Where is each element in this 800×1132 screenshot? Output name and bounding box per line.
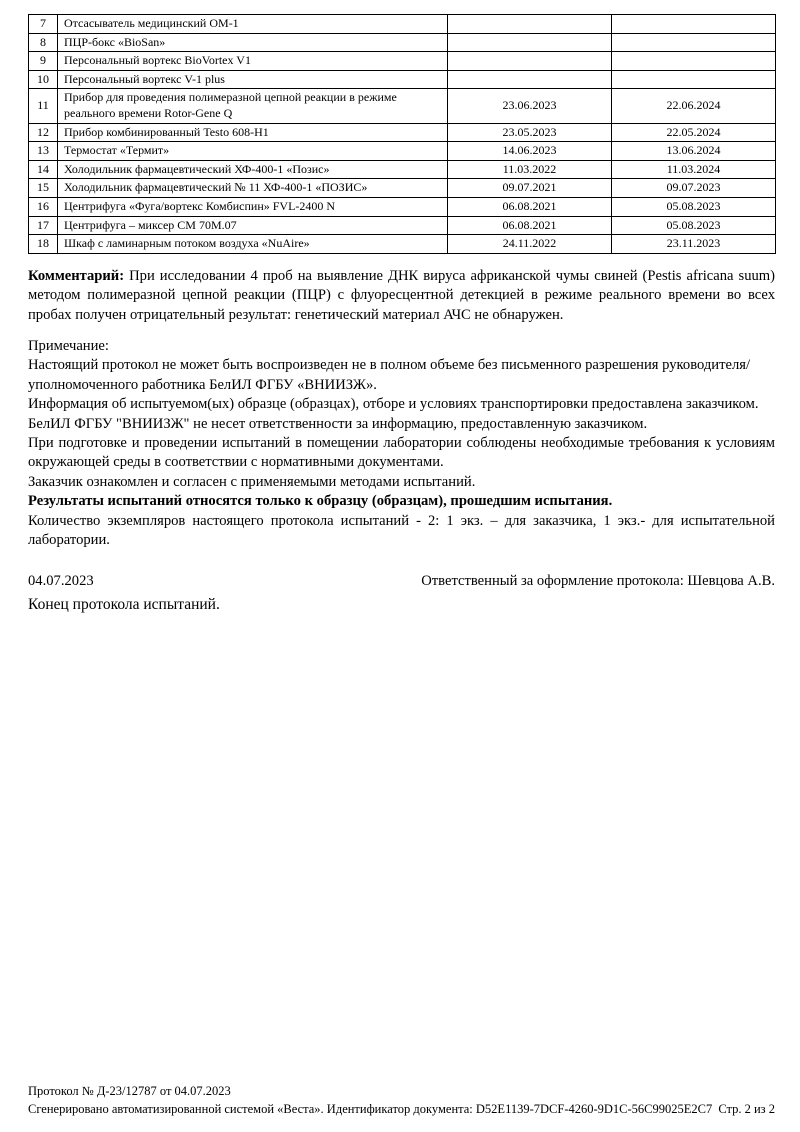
valid-until-date: 23.11.2023 — [612, 235, 776, 254]
valid-until-date: 05.08.2023 — [612, 216, 776, 235]
table-row — [29, 142, 776, 161]
valid-until-date — [612, 70, 776, 89]
row-number: 9 — [29, 52, 58, 71]
signature-row — [28, 572, 775, 591]
note-line-results: Результаты испытаний относятся только к образцу (образцам), прошедшим испытания. — [28, 493, 613, 510]
table-row — [29, 52, 776, 71]
calibration-date: 06.08.2021 — [448, 197, 612, 216]
note-line: Настоящий протокол не может быть воспроизведен не в полном объеме без письменного разрешения руководителя/уполномоченного работника БелИЛ ФГБУ «ВНИИЗЖ». — [28, 357, 751, 393]
row-number: 13 — [29, 142, 58, 161]
calibration-date — [448, 33, 612, 52]
footer-page-number: Стр. 2 из 2 — [718, 1101, 775, 1116]
calibration-date: 23.06.2023 — [448, 89, 612, 123]
row-number: 7 — [29, 15, 58, 34]
note-line: Информация об испытуемом(ых) образце (образцах), отборе и условиях транспортировки предоставлена заказчиком. — [28, 396, 759, 413]
commentary-paragraph — [28, 267, 775, 325]
table-row — [29, 197, 776, 216]
valid-until-date: 22.05.2024 — [612, 123, 776, 142]
valid-until-date: 05.08.2023 — [612, 197, 776, 216]
valid-until-date — [612, 52, 776, 71]
note-line: БелИЛ ФГБУ "ВНИИЗЖ" не несет ответственности за информацию, предоставленную заказчиком. — [28, 415, 648, 432]
note-line: Заказчик ознакомлен и согласен с применяемыми методами испытаний. — [28, 473, 476, 490]
table-row — [29, 89, 776, 123]
valid-until-date: 22.06.2024 — [612, 89, 776, 123]
equipment-name: Центрифуга – миксер СМ 70М.07 — [58, 216, 448, 235]
row-number: 16 — [29, 197, 58, 216]
calibration-date: 09.07.2021 — [448, 179, 612, 198]
equipment-name: Отсасыватель медицинский ОМ-1 — [58, 15, 448, 34]
equipment-name: Прибор комбинированный Testo 608-H1 — [58, 123, 448, 142]
responsible-person: Ответственный за оформление протокола: Шевцова А.В. — [421, 573, 775, 590]
table-row — [29, 179, 776, 198]
equipment-name: Центрифуга «Фуга/вортекс Комбиспин» FVL-2400 N — [58, 197, 448, 216]
notes-title: Примечание: — [28, 337, 109, 354]
valid-until-date — [612, 15, 776, 34]
end-of-protocol-note: Конец протокола испытаний. — [28, 595, 220, 613]
table-row — [29, 33, 776, 52]
calibration-date — [448, 52, 612, 71]
protocol-date: 04.07.2023 — [28, 573, 94, 590]
valid-until-date — [612, 33, 776, 52]
equipment-name: Термостат «Термит» — [58, 142, 448, 161]
equipment-name: Холодильник фармацевтический ХФ-400-1 «Позис» — [58, 160, 448, 179]
calibration-date — [448, 15, 612, 34]
row-number: 18 — [29, 235, 58, 254]
footer-generated-line: Сгенерировано автоматизированной системой «Веста». Идентификатор документа: D52E1139-7DCF-4260-9D1C-56C99025E2C7 — [28, 1101, 713, 1116]
commentary-text: При исследовании 4 проб на выявление ДНК вируса африканской чумы свиней (Pestis africana suum) методом полимеразной цепной реакции (ПЦР) с флуоресцентной детекцией в режиме реального времени во всех пробах получен отрицательный результат: генетический материал АЧС не обнаружен. — [28, 267, 775, 323]
row-number: 8 — [29, 33, 58, 52]
valid-until-date: 09.07.2023 — [612, 179, 776, 198]
note-line: Количество экземпляров настоящего протокола испытаний - 2: 1 экз. – для заказчика, 1 экз.- для испытательной лаборатории. — [28, 512, 775, 548]
row-number: 12 — [29, 123, 58, 142]
valid-until-date: 11.03.2024 — [612, 160, 776, 179]
table-row — [29, 123, 776, 142]
calibration-date: 24.11.2022 — [448, 235, 612, 254]
row-number: 14 — [29, 160, 58, 179]
document-body — [28, 14, 775, 614]
calibration-date — [448, 70, 612, 89]
row-number: 10 — [29, 70, 58, 89]
row-number: 11 — [29, 89, 58, 123]
equipment-table — [28, 14, 776, 254]
calibration-date: 14.06.2023 — [448, 142, 612, 161]
notes-section — [28, 337, 775, 550]
calibration-date: 23.05.2023 — [448, 123, 612, 142]
table-row — [29, 15, 776, 34]
table-row — [29, 160, 776, 179]
table-row — [29, 216, 776, 235]
equipment-name: Шкаф с ламинарным потоком воздуха «NuAire» — [58, 235, 448, 254]
equipment-name: Персональный вортекс V-1 plus — [58, 70, 448, 89]
valid-until-date: 13.06.2024 — [612, 142, 776, 161]
footer-protocol-line: Протокол № Д-23/12787 от 04.07.2023 — [28, 1084, 231, 1098]
equipment-name: Прибор для проведения полимеразной цепной реакции в режиме реального времени Rotor-Gene Q — [58, 89, 448, 123]
row-number: 17 — [29, 216, 58, 235]
equipment-name: Персональный вортекс BioVortex V1 — [58, 52, 448, 71]
table-row — [29, 235, 776, 254]
equipment-name: ПЦР-бокс «BioSan» — [58, 33, 448, 52]
note-line: При подготовке и проведении испытаний в помещении лаборатории соблюдены необходимые требования к условиям окружающей среды в соответствии с нормативными документами. — [28, 434, 775, 471]
calibration-date: 11.03.2022 — [448, 160, 612, 179]
commentary-label: Комментарий: — [28, 267, 125, 284]
page-footer — [28, 1083, 775, 1118]
row-number: 15 — [29, 179, 58, 198]
table-row — [29, 70, 776, 89]
calibration-date: 06.08.2021 — [448, 216, 612, 235]
equipment-name: Холодильник фармацевтический № 11 ХФ-400-1 «ПОЗИС» — [58, 179, 448, 198]
